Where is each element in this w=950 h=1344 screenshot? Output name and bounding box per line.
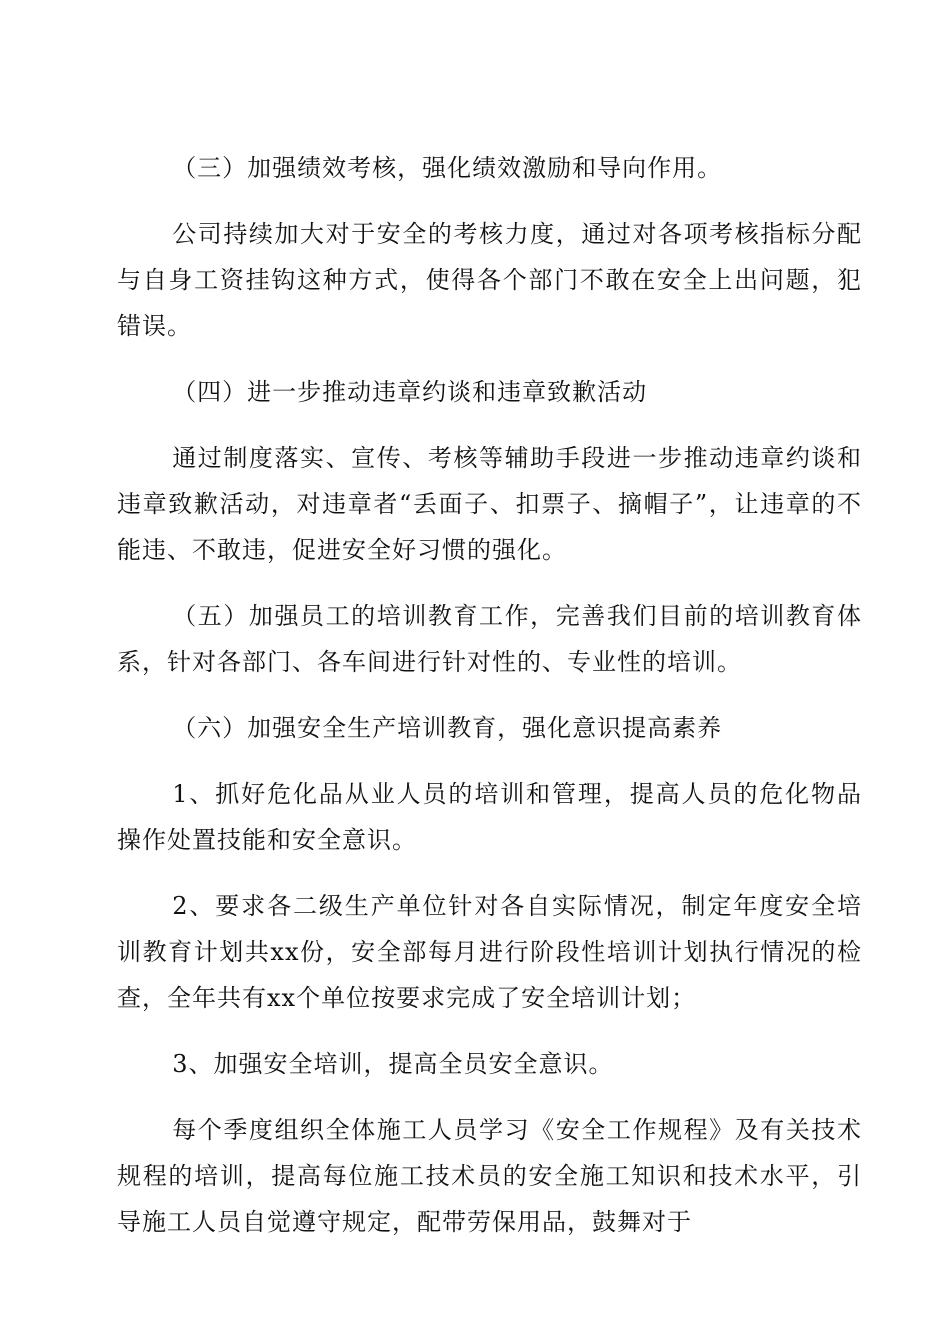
list-item-2: 2、要求各二级生产单位针对各自实际情况，制定年度安全培训教育计划共xx份，安全部每月进行阶段性培训计划执行情况的检查，全年共有xx个单位按要求完成了安全培训计划； <box>117 892 862 1012</box>
document-body <box>117 145 862 1245</box>
paragraph-assessment: 公司持续加大对于安全的考核力度，通过对各项考核指标分配与自身工资挂钩这种方式，使得各个部门不敢在安全上出问题，犯错误。 <box>117 220 862 340</box>
section-heading-3: （三）加强绩效考核，强化绩效激励和导向作用。 <box>172 154 723 182</box>
list-item-3: 3、加强安全培训，提高全员安全意识。 <box>172 1050 614 1078</box>
section-heading-6: （六）加强安全生产培训教育，强化意识提高素养 <box>172 714 723 742</box>
list-item-1: 1、抓好危化品从业人员的培训和管理，提高人员的危化物品操作处置技能和安全意识。 <box>117 780 862 854</box>
paragraph-quarterly-training: 每个季度组织全体施工人员学习《安全工作规程》及有关技术规程的培训，提高每位施工技术员的安全施工知识和技术水平，引导施工人员自觉遵守规定，配带劳保用品，鼓舞对于 <box>117 1116 862 1236</box>
section-heading-4: （四）进一步推动违章约谈和违章致歉活动 <box>172 378 648 406</box>
section-heading-5: （五）加强员工的培训教育工作，完善我们目前的培训教育体系，针对各部门、各车间进行针对性的、专业性的培训。 <box>117 602 862 676</box>
paragraph-violation: 通过制度落实、宣传、考核等辅助手段进一步推动违章约谈和违章致歉活动，对违章者“丢面子、扣票子、摘帽子”，让违章的不能违、不敢违，促进安全好习惯的强化。 <box>117 444 862 564</box>
